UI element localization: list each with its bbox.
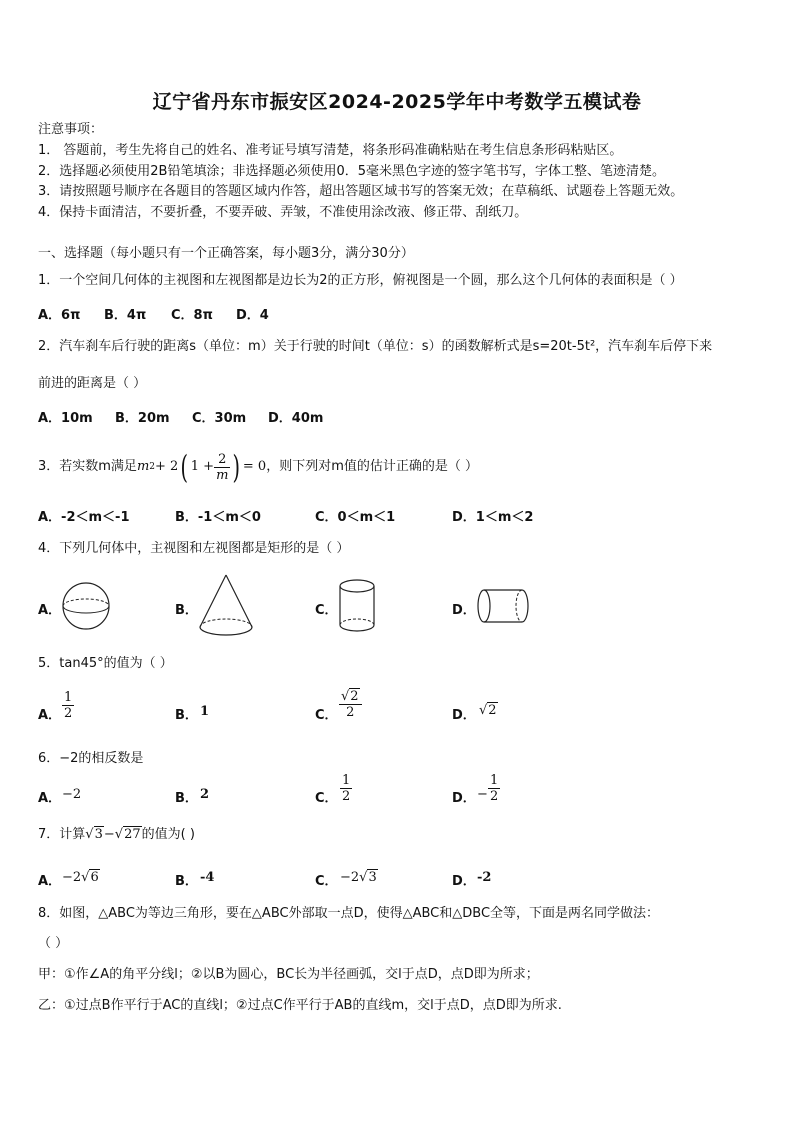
q3-stem-pre: 3．若实数m满足 xyxy=(38,459,137,474)
q3-stem xyxy=(38,448,478,486)
q2-option-c: C．30m xyxy=(192,411,247,426)
q5-a-num: 1 xyxy=(64,690,73,705)
notice-item-4: 4．保持卡面清洁，不要折叠，不要弄破、弄皱，不准使用涂改液、修正带、刮纸刀。 xyxy=(38,205,528,220)
q1-option-a: A．6π xyxy=(38,308,81,323)
q7-c-sqrt: √3 xyxy=(359,870,377,885)
q2-option-d: D．40m xyxy=(268,411,324,426)
q6-label-c: C． xyxy=(315,791,338,806)
q5-d-value: √2 xyxy=(479,703,497,718)
q6-label-b: B． xyxy=(175,791,198,806)
q7-a-coef: −2 xyxy=(62,870,82,885)
q2-option-b: B．20m xyxy=(115,411,170,426)
q6-d-sign: − xyxy=(477,787,488,802)
q3-paren-right: ) xyxy=(232,448,241,486)
q4-label-d: D． xyxy=(452,603,476,618)
q7-stem-post: 的值为( ) xyxy=(141,827,195,842)
q5-label-c: C． xyxy=(315,708,338,723)
q7-a-value xyxy=(62,870,100,885)
q3-frac-den: m xyxy=(216,467,229,483)
q7-d-value: -2 xyxy=(477,870,492,885)
q7-stem xyxy=(38,827,195,843)
q7-sqrt-3: √3 xyxy=(85,827,103,842)
q3-formula-m: m xyxy=(136,459,150,474)
q5-label-a: A． xyxy=(38,708,62,723)
q5-c-fraction xyxy=(339,689,362,720)
q7-sqrt-27: √27 xyxy=(114,827,141,842)
q6-a-value: −2 xyxy=(62,787,82,802)
q5-b-value: 1 xyxy=(200,704,210,719)
q3-fraction xyxy=(214,452,230,483)
q7-a-sqrt: √6 xyxy=(81,870,99,885)
q7-label-a: A． xyxy=(38,874,62,889)
q3-formula-eq: = 0 xyxy=(242,459,267,474)
q6-label-a: A． xyxy=(38,791,62,806)
q6-stem: 6．−2的相反数是 xyxy=(38,751,144,766)
q3-option-c: C．0＜m＜1 xyxy=(315,510,396,525)
q6-c-den: 2 xyxy=(342,789,351,804)
q8-line2: （ ） xyxy=(38,936,69,951)
q7-c-value xyxy=(340,870,378,885)
q6-b-value: 2 xyxy=(200,787,210,802)
q8-jia: 甲：①作∠A的角平分线l；②以B为圆心，BC长为半径画弧，交l于点D，点D即为所求； xyxy=(38,967,539,982)
q5-c-rad: 2 xyxy=(350,689,359,704)
q4-label-a: A． xyxy=(38,603,62,618)
cylinder-figure xyxy=(336,577,378,635)
q4-label-c: C． xyxy=(315,603,338,618)
q3-formula-plus2: + 2 xyxy=(155,459,179,474)
q8-line1: 8．如图，△ABC为等边三角形，要在△ABC外部取一点D，使得△ABC和△DBC全等，下面是两名同学做法： xyxy=(38,906,660,921)
q1-option-c: C．8π xyxy=(171,308,213,323)
q7-label-c: C． xyxy=(315,874,338,889)
q7-c-rad: 3 xyxy=(368,870,377,885)
q8-yi: 乙：①过点B作平行于AC的直线l；②过点C作平行于AB的直线m，交l于点D，点D即为所求. xyxy=(38,998,562,1013)
cone-figure xyxy=(196,573,256,639)
q6-label-d: D． xyxy=(452,791,476,806)
q2-stem-line1: 2．汽车刹车后行驶的距离s（单位：m）关于行驶的时间t（单位：s）的函数解析式是s=20t-5t²，汽车刹车后停下来 xyxy=(38,339,713,354)
notice-item-1: 1． 答题前，考生先将自己的姓名、准考证号填写清楚，将条形码准确粘贴在考生信息条形码粘贴区。 xyxy=(38,143,623,158)
q2-stem-line2: 前进的距离是（ ） xyxy=(38,376,147,391)
q1-option-d: D．4 xyxy=(236,308,269,323)
q3-paren-left: ( xyxy=(180,448,189,486)
q5-a-den: 2 xyxy=(64,706,73,721)
q3-frac-num: 2 xyxy=(214,452,230,468)
q3-option-a: A．-2＜m＜-1 xyxy=(38,510,130,525)
q6-c-fraction xyxy=(340,773,352,804)
q2-option-a: A．10m xyxy=(38,411,93,426)
q7-a-rad: 6 xyxy=(90,870,99,885)
q3-formula-one: 1 + xyxy=(190,459,215,474)
q4-label-b: B． xyxy=(175,603,198,618)
q5-stem: 5．tan45°的值为（ ） xyxy=(38,656,173,671)
q7-stem-pre: 7．计算 xyxy=(38,827,86,842)
q5-c-num: √2 xyxy=(339,689,362,705)
q6-d-num: 1 xyxy=(490,773,499,788)
q7-minus: − xyxy=(103,827,115,842)
q6-c-num: 1 xyxy=(342,773,351,788)
section-heading: 一、选择题（每小题只有一个正确答案，每小题3分，满分30分） xyxy=(38,246,414,261)
q7-rad-2: 27 xyxy=(124,827,141,842)
page-title: 辽宁省丹东市振安区2024-2025学年中考数学五模试卷 xyxy=(152,91,642,113)
q3-stem-post: ，则下列对m值的估计正确的是（ ） xyxy=(266,459,478,474)
notice-item-3: 3．请按照题号顺序在各题目的答题区域内作答，超出答题区域书写的答案无效；在草稿纸、试题卷上答题无效。 xyxy=(38,184,684,199)
q3-option-b: B．-1＜m＜0 xyxy=(175,510,261,525)
q7-b-value: -4 xyxy=(200,870,215,885)
notice-heading: 注意事项： xyxy=(38,122,104,137)
q7-c-coef: −2 xyxy=(340,870,360,885)
q6-d-fraction xyxy=(488,773,500,804)
q5-a-fraction xyxy=(62,690,74,721)
q1-option-b: B．4π xyxy=(104,308,147,323)
q3-option-d: D．1＜m＜2 xyxy=(452,510,534,525)
q6-d-den: 2 xyxy=(490,789,499,804)
q5-d-rad: 2 xyxy=(488,703,497,718)
q3-formula-sq: 2 xyxy=(149,462,155,472)
q4-stem: 4．下列几何体中，主视图和左视图都是矩形的是（ ） xyxy=(38,541,350,556)
q1-stem: 1．一个空间几何体的主视图和左视图都是边长为2的正方形，俯视图是一个圆，那么这个几何体的表面积是（ ） xyxy=(38,273,683,288)
sphere-figure xyxy=(60,581,112,631)
q7-label-d: D． xyxy=(452,874,476,889)
q7-label-b: B． xyxy=(175,874,198,889)
q5-label-d: D． xyxy=(452,708,476,723)
q7-rad-1: 3 xyxy=(94,827,103,842)
horizontal-cylinder-figure xyxy=(474,587,532,625)
q5-label-b: B． xyxy=(175,708,198,723)
q5-c-den: 2 xyxy=(346,705,355,720)
notice-item-2: 2．选择题必须使用2B铅笔填涂；非选择题必须使用0．5毫米黑色字迹的签字笔书写，字体工整、笔迹清楚。 xyxy=(38,164,666,179)
